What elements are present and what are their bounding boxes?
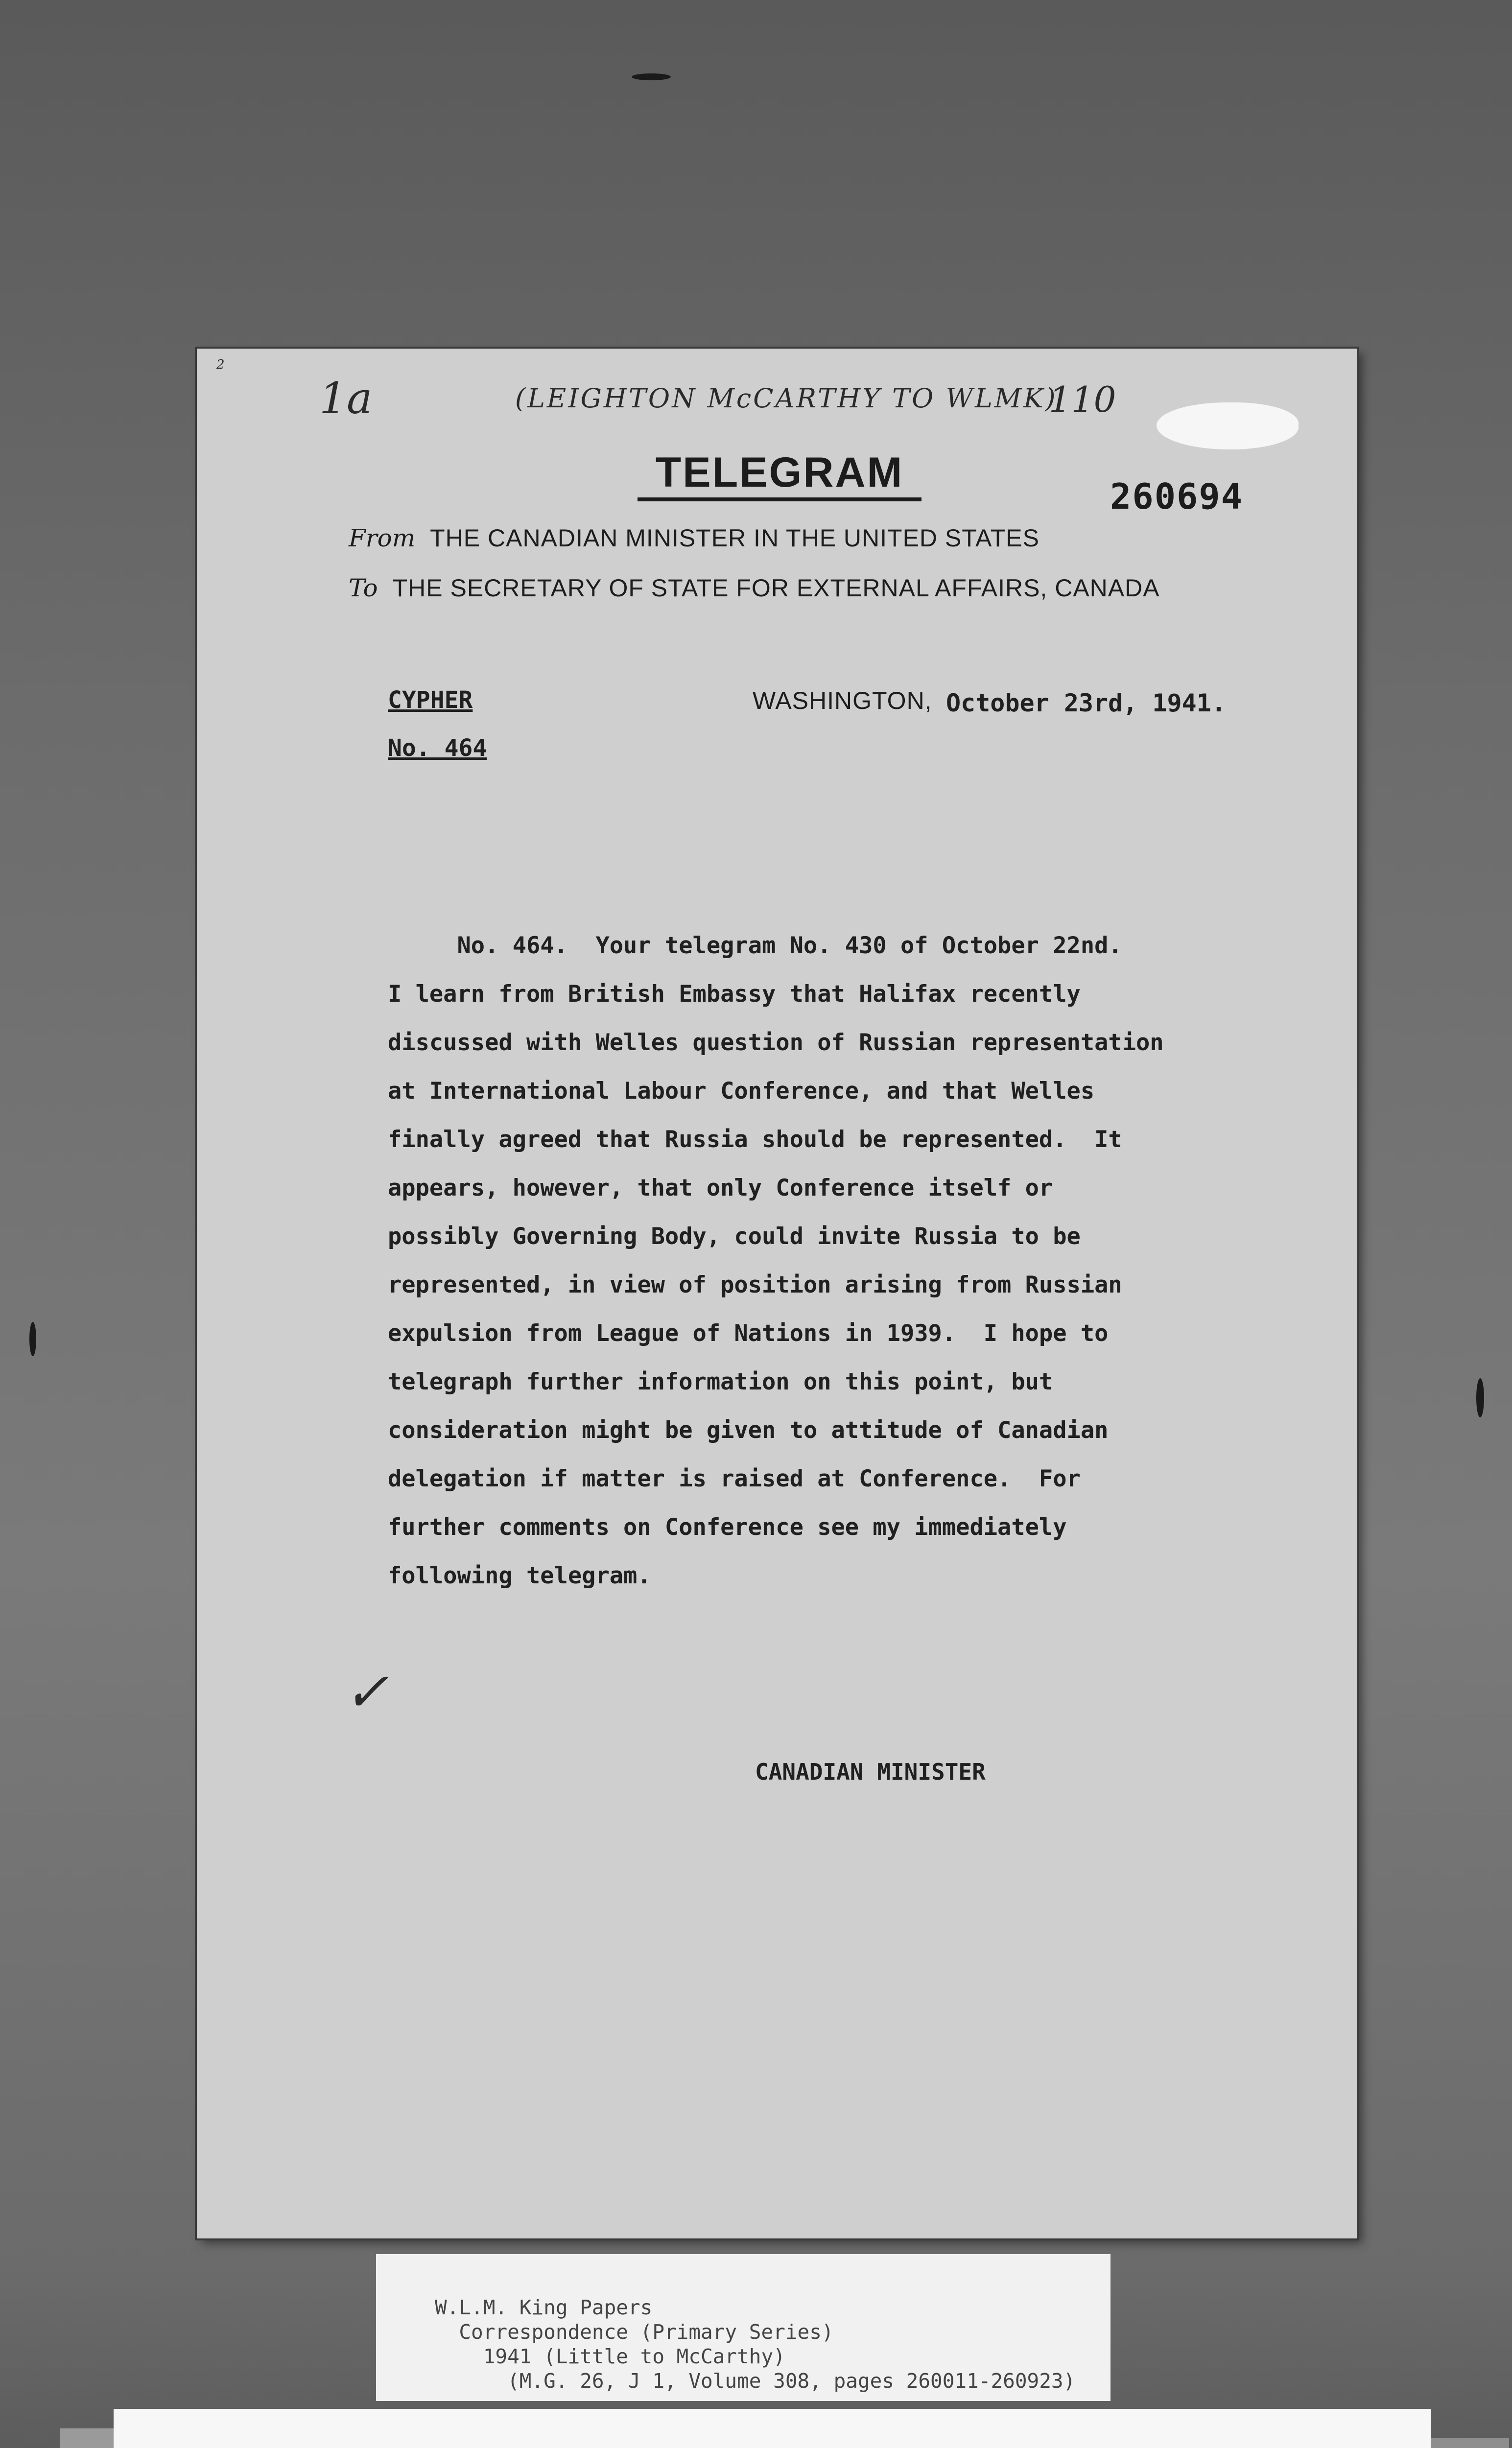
film-speck [29,1322,36,1356]
telegram-title: TELEGRAM [638,451,921,501]
film-speck [1476,1378,1484,1417]
handwritten-numeral: 110 [1049,379,1116,420]
date: October 23rd, 1941. [946,689,1226,717]
archive-citation-label [376,2254,1110,2401]
archive-stamp-card [114,2409,1431,2448]
telegram-number: No. 464 [388,734,487,762]
cypher-label: CYPHER [388,686,473,714]
telegram-body: No. 464. Your telegram No. 430 of October 22nd. I learn from British Embassy that Halifax recently discussed with Welles question of Russian representation at International Labour Conference, and that Welles finally agreed that Russia should be represented. It appears, however, that only Conference itself or possibly Governing Body, could invite Russia to be represented, in view of position arising from Russian expulsion from League of Nations in 1939. I hope to telegraph further information on this point, but consideration might be given to attitude of Canadian delegation if matter is raised at Conference. For further comments on Conference see my immediately following telegram. [388,932,1164,1589]
handwritten-page-mark: 2 [216,357,225,372]
telegram-sheet [197,349,1357,2238]
film-speck [632,73,671,80]
handwritten-folio: 1a [319,373,373,424]
place: WASHINGTON, [753,687,932,714]
document-number: 260694 [1110,476,1244,517]
to-line [349,574,1160,602]
sender: THE CANADIAN MINISTER IN THE UNITED STATES [430,524,1040,552]
recipient: THE SECRETARY OF STATE FOR EXTERNAL AFFAIRS, CANADA [392,574,1160,602]
handwritten-reference: (LEIGHTON McCARTHY TO WLMK) [515,383,1058,414]
check-mark: ✓ [344,1661,389,1723]
tape-patch [1157,402,1299,449]
citation-text: W.L.M. King Papers Correspondence (Primary Series) 1941 (Little to McCarthy) (M.G. 26, J 1, Volume 308, pages 260011-260923) [435,2296,1076,2393]
to-label: To [349,574,378,602]
signature: CANADIAN MINISTER [755,1759,986,1785]
from-line [349,524,1040,552]
from-label: From [349,524,416,552]
